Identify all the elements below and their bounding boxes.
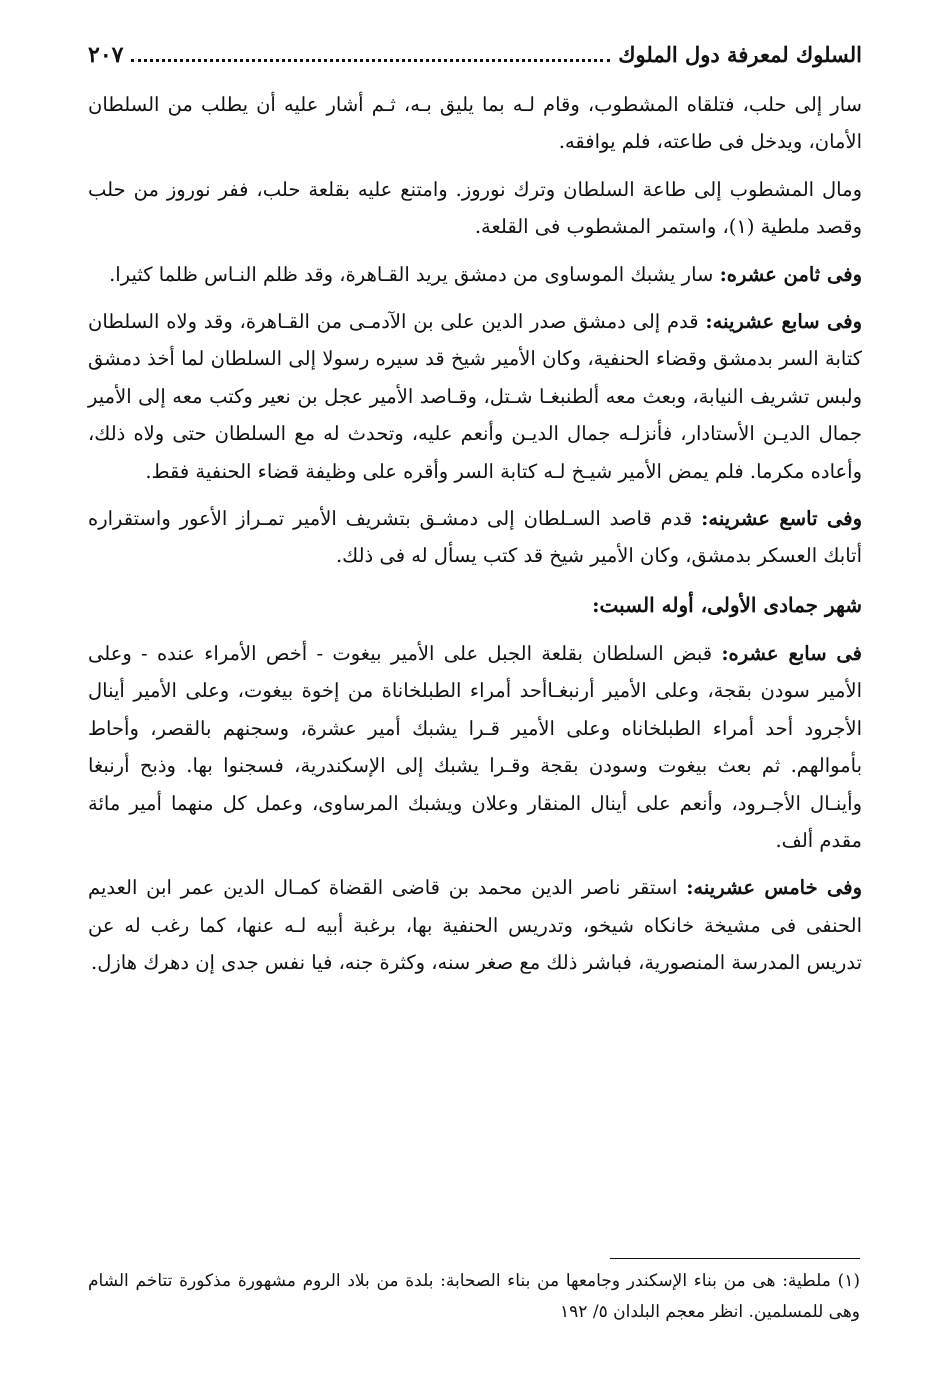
paragraph-lead: وفى سابع عشرينه: [705, 310, 862, 334]
paragraph-text: قدم إلى دمشق صدر الدين على بن الآدمـى من القـاهرة، وقد ولاه السلطان كتابة السر بدمشق وقضاء الحنفية، وكان الأمير شيخ قد سيره رسولا إلى السلطان لما أخذ دمشق ولبس تشريف النيابة، وبعث معه ألطنبغـا شـتل، وقـاصد الأمير عجل بن نعير وكتب معه إلى الأمير جمال الديـن الأستادار، فأنزلـه جمال الديـن وأنعم عليه، وتحدث له مع السلطان حتى ولاه ذلك، وأعاده مكرما. فلم يمض الأمير شيـخ لـه كتابة السر وأقره على وظيفة قضاء الحنفية فقط. [88, 310, 862, 483]
paragraph [88, 869, 862, 981]
paragraph [88, 500, 862, 575]
paragraph [88, 171, 862, 246]
paragraph-text: ومال المشطوب إلى طاعة السلطان وترك نوروز. وامتنع عليه بقلعة حلب، ففر نوروز من حلب وقصد ملطية (١)، واستمر المشطوب فى القلعة. [88, 177, 862, 239]
paragraph-text: سار يشبك الموساوى من دمشق يريد القـاهرة، وقد ظلم النـاس ظلما كثيرا. [109, 262, 720, 286]
paragraph-lead: وفى خامس عشرينه: [686, 876, 862, 900]
footnote-divider [610, 1258, 860, 1259]
running-header [88, 42, 862, 86]
paragraph-text: قبض السلطان بقلعة الجبل على الأمير بيغوت - أخص الأمراء عنده - وعلى الأمير سودن بقجة، وعلى الأمير أرنبغـاأحد أمراء الطبلخاناة من إخوة بيغوت، وعلى الأمير أينال الأجرود أحد أمراء الطبلخاناه وعلى الأمير قـرا يشبك أمير عشرة، وسجنهم بالقصر، وأحاط بأموالهم. ثم بعث بيغوت وسودن بقجة وقـرا يشبك إلى الإسكندرية، فسجنوا بها. وذبح أرنبغا وأينـال الأجـرود، وأنعم على أينال المنقار وعلان ويشبك المرساوى، وعمل كل منهما أمير مائة مقدم ألف. [88, 641, 862, 852]
paragraph [88, 635, 862, 859]
paragraph [88, 256, 862, 293]
header-dot-leader [131, 58, 610, 62]
book-title: السلوك لمعرفة دول الملوك [618, 42, 862, 67]
page-body [88, 42, 862, 992]
paragraph-lead: وفى ثامن عشره: [719, 262, 862, 286]
paragraph-text: سار إلى حلب، فتلقاه المشطوب، وقام لـه بما يليق بـه، ثـم أشار عليه أن يطلب من السلطان الأمان، ويدخل فى طاعته، فلم يوافقه. [88, 93, 862, 154]
page-number: ٢٠٧ [88, 42, 124, 68]
month-heading: شهر جمادى الأولى، أوله السبت: [592, 592, 862, 617]
paragraph [88, 303, 862, 490]
paragraph-text: قدم قاصد السـلطان إلى دمشـق بتشريف الأمير تمـراز الأعور واستقراره أتابك العسكر بدمشق، وكان الأمير شيخ قد كتب يسأل له فى ذلك. [88, 507, 862, 568]
paragraph-lead: فى سابع عشره: [721, 641, 862, 665]
paragraph-text: استقر ناصر الدين محمد بن قاضى القضاة كمـال الدين عمر ابن العديم الحنفى فى مشيخة خانكاه شيخو، وتدريس الحنفية بها، برغبة أبيه لـه عنها، كما رغب له عن تدريس المدرسة المنصورية، فباشر ذلك مع صغر سنه، وكثرة جنه، فيا نفس جدى إن دهرك هازل. [88, 876, 862, 975]
paragraph-lead: وفى تاسع عشرينه: [701, 507, 862, 531]
paragraph [88, 86, 862, 161]
footnote: (١) ملطية: هى من بناء الإسكندر وجامعها من بناء الصحابة: بلدة من بلاد الروم مشهورة مذكورة تتاخم الشام وهى للمسلمين. انظر معجم البلدان ٥/ ١٩٢ [88, 1271, 860, 1322]
